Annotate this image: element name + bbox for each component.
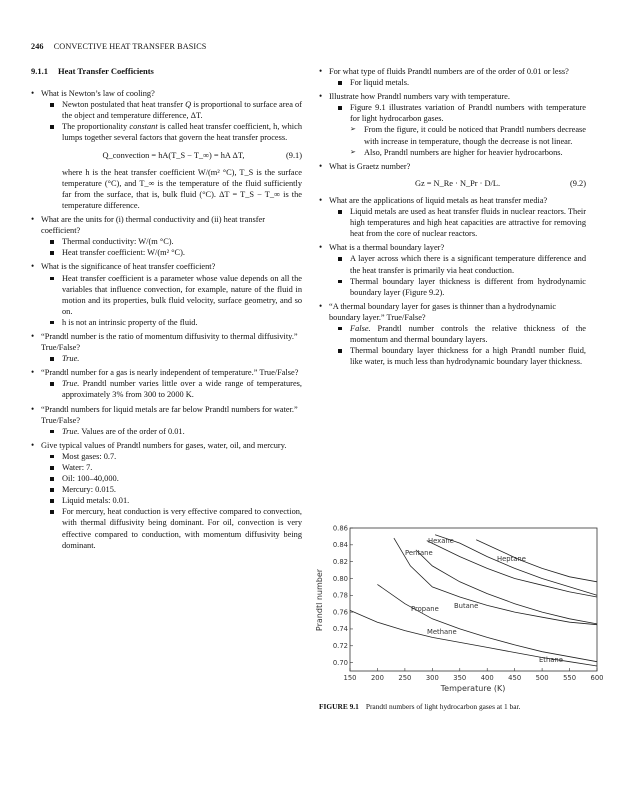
series-line-hexane bbox=[435, 535, 597, 596]
answer-item: Liquid metals: 0.01. bbox=[45, 495, 302, 506]
x-tick-label: 300 bbox=[425, 674, 439, 682]
prandtl-chart bbox=[310, 522, 610, 694]
figure-caption-text: Prandtl numbers of light hydrocarbon gases at 1 bar. bbox=[365, 702, 521, 711]
series-label-butane: Butane bbox=[454, 602, 479, 610]
running-title: CONVECTIVE HEAT TRANSFER BASICS bbox=[53, 42, 207, 51]
y-axis-label: Prandtl number bbox=[315, 568, 324, 632]
answer-item: A layer across which there is a significant temperature difference and the heat transfer is primarily via heat conduction. bbox=[333, 253, 586, 275]
answer-item: Liquid metals are used as heat transfer fluids in nuclear reactors. Their high temperatures and high heat capacities are attractive for removing heat from the core of nuclear reactors. bbox=[333, 206, 586, 239]
question-thermal-layer: • What is a thermal boundary layer? bbox=[319, 242, 586, 253]
y-tick-label: 0.76 bbox=[332, 608, 348, 617]
question-prandtl-ratio: • “Prandtl number is the ratio of momentum diffusivity to thermal diffusivity.” True/False? bbox=[31, 331, 302, 353]
question-significance: • What is the significance of heat transfer coefficient? bbox=[31, 261, 302, 272]
y-tick-label: 0.70 bbox=[332, 658, 348, 667]
answer-item: Heat transfer coefficient is a parameter whose value depends on all the variables that influence convection, for example, nature of the fluid in motion and its properties, bulk fluid velocity, surface geometry, and so on. bbox=[45, 273, 302, 317]
x-tick-label: 150 bbox=[343, 674, 357, 682]
series-label-methane: Methane bbox=[427, 628, 457, 636]
figure-caption bbox=[319, 702, 609, 711]
answer-item: True. bbox=[45, 353, 302, 364]
answer-item: Mercury: 0.015. bbox=[45, 484, 302, 495]
answer-item: Oil: 100–40,000. bbox=[45, 473, 302, 484]
series-line-pentane bbox=[427, 541, 597, 597]
sub-answer-item: ➢ Also, Prandtl numbers are higher for heavier hydrocarbons. bbox=[350, 147, 586, 158]
y-tick-label: 0.72 bbox=[332, 642, 348, 651]
y-tick-label: 0.86 bbox=[332, 524, 348, 533]
question-thinner: • “A thermal boundary layer for gases is thinner than a hydrodynamic boundary layer.” True/False? bbox=[319, 301, 586, 323]
series-label-heptane: Heptane bbox=[497, 555, 526, 563]
section-number: 9.1.1 bbox=[31, 66, 48, 76]
question-newtons-law: • What is Newton’s law of cooling? bbox=[31, 88, 302, 99]
series-line-ethane bbox=[377, 584, 597, 661]
section-title: Heat Transfer Coefficients bbox=[58, 66, 154, 76]
x-tick-label: 600 bbox=[590, 674, 604, 682]
answer-item: Figure 9.1 illustrates variation of Prandtl numbers with temperature for light hydrocarbon gases. bbox=[333, 102, 586, 124]
answer-item: For liquid metals. bbox=[333, 77, 586, 88]
equation-9-1 bbox=[45, 150, 302, 161]
y-tick-label: 0.74 bbox=[332, 625, 348, 634]
x-tick-label: 400 bbox=[480, 674, 494, 682]
page-number: 246 bbox=[31, 42, 44, 51]
answer-item: Thermal boundary layer thickness for a high Prandtl number fluid, like water, is much less than hydrodynamic boundary layer thickness. bbox=[333, 345, 586, 367]
question-typical-values: • Give typical values of Prandtl numbers for gases, water, oil, and mercury. bbox=[31, 440, 302, 451]
series-label-ethane: Ethane bbox=[539, 656, 563, 664]
series-label-propane: Propane bbox=[411, 605, 439, 613]
y-tick-label: 0.78 bbox=[332, 591, 348, 600]
equation-text: Gz = N_Re · N_Pr · D/L. bbox=[414, 178, 501, 188]
section-heading bbox=[31, 66, 302, 77]
question-units: • What are the units for (i) thermal conductivity and (ii) heat transfer coefficient? bbox=[31, 214, 302, 236]
x-tick-label: 200 bbox=[370, 674, 384, 682]
x-tick-label: 350 bbox=[453, 674, 467, 682]
answer-item: h is not an intrinsic property of the fluid. bbox=[45, 317, 302, 328]
x-tick-label: 450 bbox=[508, 674, 522, 682]
question-illustrate: • Illustrate how Prandtl numbers vary with temperature. bbox=[319, 91, 586, 102]
y-tick-label: 0.82 bbox=[332, 557, 348, 566]
answer-item: For mercury, heat conduction is very effective compared to convection, with thermal diffusivity being dominant. For oil, convection is very effective compared to conduction, with momentum diffusivity being dominant. bbox=[45, 506, 302, 550]
answer-item: Water: 7. bbox=[45, 462, 302, 473]
question-graetz: • What is Graetz number? bbox=[319, 161, 586, 172]
x-tick-label: 250 bbox=[398, 674, 412, 682]
question-order-001: • For what type of fluids Prandtl numbers are of the order of 0.01 or less? bbox=[319, 66, 586, 77]
x-axis-label: Temperature (K) bbox=[440, 684, 506, 693]
right-column bbox=[319, 66, 586, 367]
equation-number: (9.2) bbox=[570, 178, 586, 188]
answer-item: Heat transfer coefficient: W/(m² °C). bbox=[45, 247, 302, 258]
sub-answer-item: ➢ From the figure, it could be noticed that Prandtl numbers decrease with increase in temperature, though the decrease is not linear. bbox=[350, 124, 586, 146]
equation-text: Q_convection = hA(T_S − T_∞) = hA ΔT, bbox=[102, 150, 245, 160]
answer-item: Thermal boundary layer thickness is different from hydrodynamic boundary layer (Figure 9.2). bbox=[333, 276, 586, 298]
equation-explanation: where h is the heat transfer coefficient W/(m² °C), T_S is the surface temperature (°C), and T_∞ is the temperature of the fluid sufficiently far from the surface, that is, bulk fluid (°C). ΔT = T_S − T_∞ is the temperature difference. bbox=[62, 167, 302, 210]
figure-label: FIGURE 9.1 bbox=[319, 702, 359, 711]
answer-item: True. Values are of the order of 0.01. bbox=[45, 426, 302, 437]
equation-number: (9.1) bbox=[286, 150, 302, 160]
question-liquid-metals: • “Prandtl numbers for liquid metals are far below Prandtl numbers for water.” True/False? bbox=[31, 404, 302, 426]
answer-item: Newton postulated that heat transfer Q is proportional to surface area of the object and temperature difference, ΔT. bbox=[45, 99, 302, 121]
answer-item: Thermal conductivity: W/(m °C). bbox=[45, 236, 302, 247]
series-line-heptane bbox=[476, 540, 597, 582]
y-tick-label: 0.84 bbox=[332, 541, 348, 550]
answer-item: Most gases: 0.7. bbox=[45, 451, 302, 462]
x-tick-label: 500 bbox=[535, 674, 549, 682]
answer-item: The proportionality constant is called heat transfer coefficient, h, which lumps together several factors that govern the heat transfer process. bbox=[45, 121, 302, 143]
y-tick-label: 0.80 bbox=[332, 574, 348, 583]
x-tick-label: 550 bbox=[563, 674, 577, 682]
answer-item: False. Prandtl number controls the relative thickness of the momentum and thermal boundary layers. bbox=[333, 323, 586, 345]
left-column bbox=[31, 66, 302, 551]
running-header bbox=[31, 42, 206, 51]
series-label-pentane: Pentane bbox=[405, 549, 433, 557]
question-prandtl-gas: • “Prandtl number for a gas is nearly independent of temperature.” True/False? bbox=[31, 367, 302, 378]
question-applications: • What are the applications of liquid metals as heat transfer media? bbox=[319, 195, 586, 206]
series-label-hexane: Hexane bbox=[428, 537, 454, 545]
answer-item: True. Prandtl number varies little over a wide range of temperatures, approximately 3% from 300 to 2000 K. bbox=[45, 378, 302, 400]
equation-9-2 bbox=[329, 178, 586, 189]
